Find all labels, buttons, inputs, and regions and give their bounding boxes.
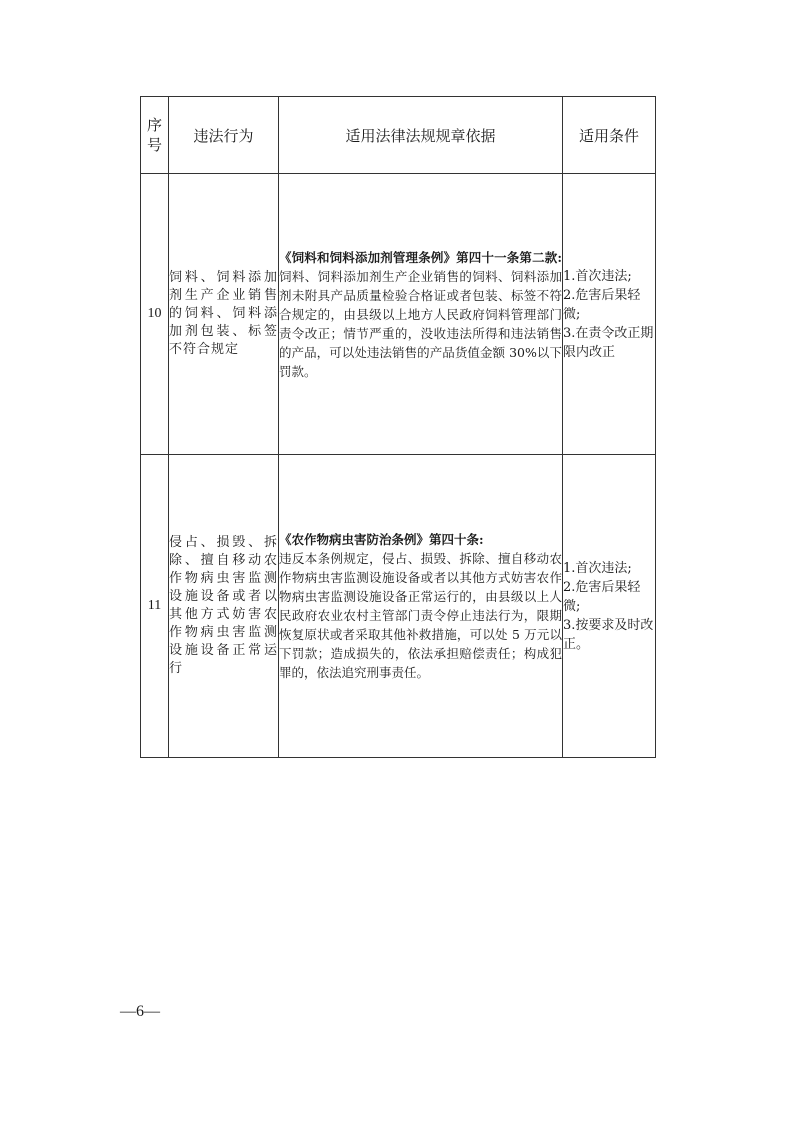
row-basis (279, 455, 563, 758)
condition-item: 2.危害后果轻微; (563, 579, 641, 614)
table-row (141, 174, 656, 455)
basis-title: 《饲料和饲料添加剂管理条例》第四十一条第二款: (279, 249, 562, 265)
row-conditions (563, 174, 656, 455)
condition-item: 1.首次违法; (563, 268, 632, 284)
row-action: 侵占、损毁、拆除、擅自移动农作物病虫害监测设施设备或者以其他方式妨害农作物病虫害监测设施设备正常运行 (169, 455, 279, 758)
row-number: 11 (141, 455, 169, 758)
condition-item: 3.按要求及时改正。 (563, 617, 654, 652)
condition-item: 2.危害后果轻微; (563, 287, 641, 322)
row-conditions (563, 455, 656, 758)
basis-text: 违反本条例规定，侵占、损毁、拆除、擅自移动农作物病虫害监测设施设备或者以其他方式妨害农作物病虫害监测设施设备正常运行的，由县级以上人民政府农业农村主管部门责令停止违法行为，限期恢复原状或者采取其他补救措施，可以处 5 万元以下罚款；造成损失的，依法承担赔偿责任；构成犯罪的，依法追究刑事责任。 (279, 551, 562, 680)
table-row (141, 455, 656, 758)
page-number: —6— (120, 1003, 160, 1020)
row-number: 10 (141, 174, 169, 455)
table-header-row (141, 97, 656, 174)
header-seq: 序号 (141, 97, 169, 174)
condition-item: 1.首次违法; (563, 560, 632, 576)
condition-item: 3.在责令改正期限内改正 (563, 325, 654, 360)
row-action: 饲料、饲料添加剂生产企业销售的饲料、饲料添加剂包装、标签不符合规定 (169, 174, 279, 455)
header-conditions: 适用条件 (563, 97, 656, 174)
header-action: 违法行为 (169, 97, 279, 174)
basis-title: 《农作物病虫害防治条例》第四十条: (279, 532, 484, 547)
basis-text: 饲料、饲料添加剂生产企业销售的饲料、饲料添加剂未附具产品质量检验合格证或者包装、标签不符合规定的，由县级以上地方人民政府饲料管理部门责令改正；情节严重的，没收违法所得和违法销售的产品，可以处违法销售的产品货值金额 30%以下罚款。 (279, 268, 562, 379)
regulation-table (140, 96, 656, 758)
row-basis (279, 174, 563, 455)
header-basis: 适用法律法规规章依据 (279, 97, 563, 174)
